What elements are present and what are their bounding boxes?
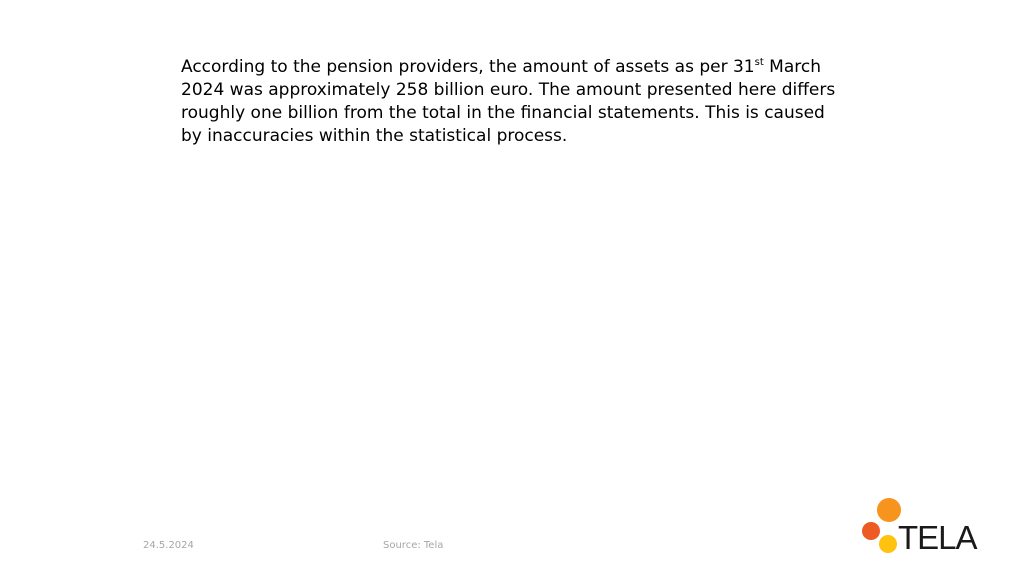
logo-yellow-circle [879, 535, 897, 553]
body-paragraph [181, 56, 841, 148]
logo-wordmark: TELA [898, 519, 977, 556]
paragraph-part-2: March 2024 was approximately 258 billion euro. The amount presented here differs roughly one billion from the total in the financial statements. This is caused by inaccuracies within the statistical process. [181, 57, 836, 146]
footer-source: Source: Tela [383, 540, 444, 551]
ordinal-superscript: st [754, 57, 764, 68]
logo-red-circle [862, 522, 880, 540]
footer-date: 24.5.2024 [143, 540, 194, 551]
paragraph-part-1: According to the pension providers, the amount of assets as per 31 [181, 57, 755, 77]
tela-logo [860, 496, 975, 558]
